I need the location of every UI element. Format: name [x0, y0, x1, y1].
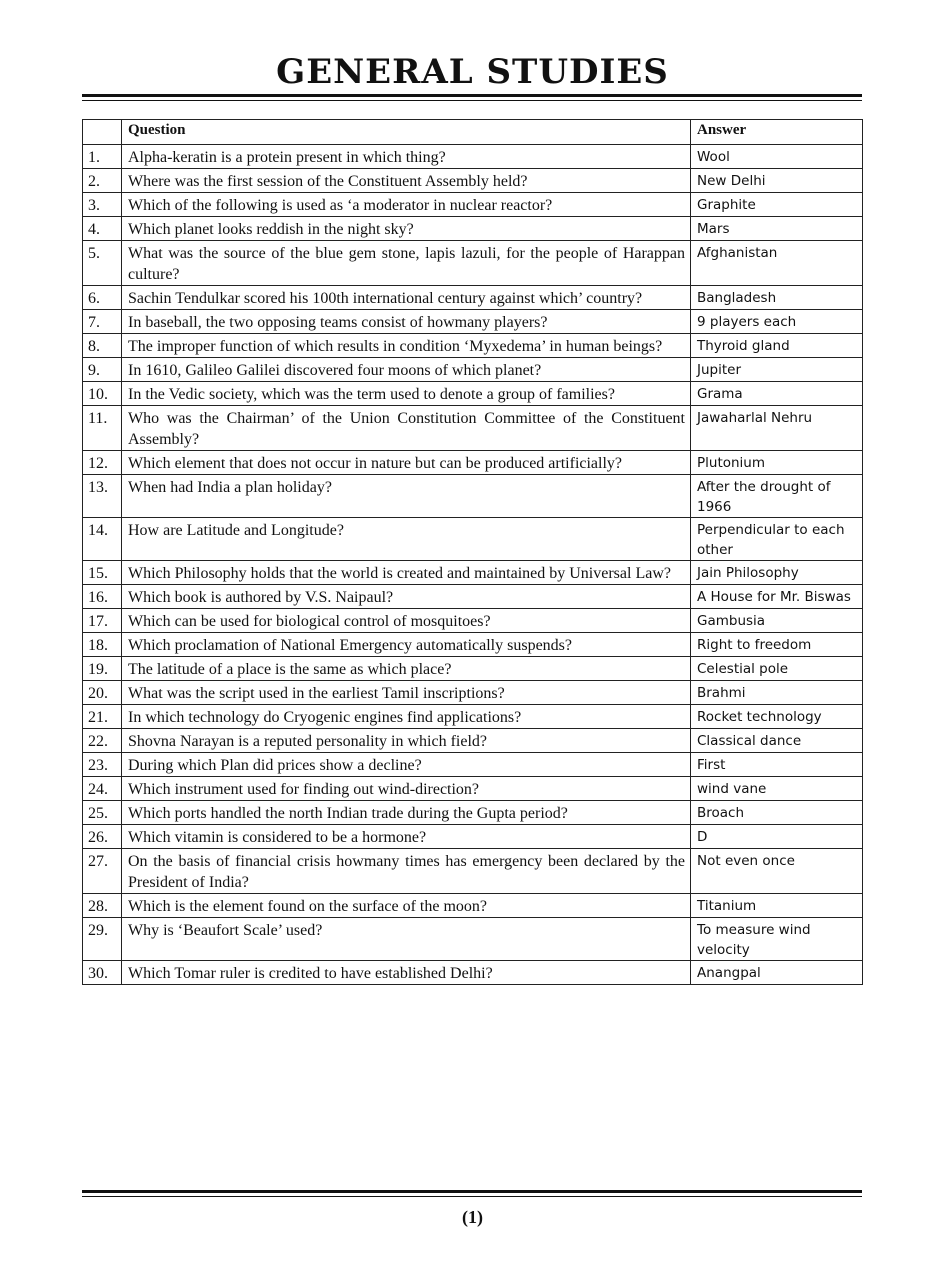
table-row	[83, 825, 863, 849]
question-cell: Which is the element found on the surface of the moon?	[122, 894, 691, 918]
table-row	[83, 406, 863, 451]
table-row	[83, 894, 863, 918]
question-cell: Which of the following is used as ‘a moderator in nuclear reactor?	[122, 193, 691, 217]
question-cell: Which planet looks reddish in the night sky?	[122, 217, 691, 241]
table-row	[83, 518, 863, 561]
table-row	[83, 729, 863, 753]
table-row	[83, 451, 863, 475]
page-title: GENERAL STUDIES	[276, 52, 669, 92]
answer-cell: Jupiter	[691, 358, 863, 382]
answer-cell: D	[691, 825, 863, 849]
header-num	[83, 120, 122, 145]
header-question: Question	[122, 120, 691, 145]
answer-cell: Gambusia	[691, 609, 863, 633]
row-number: 2.	[83, 169, 122, 193]
row-number: 17.	[83, 609, 122, 633]
answer-cell: Jain Philosophy	[691, 561, 863, 585]
answer-cell: Jawaharlal Nehru	[691, 406, 863, 451]
answer-cell: Right to freedom	[691, 633, 863, 657]
table-row	[83, 358, 863, 382]
table-row	[83, 633, 863, 657]
row-number: 22.	[83, 729, 122, 753]
question-cell: During which Plan did prices show a decline?	[122, 753, 691, 777]
answer-cell: 9 players each	[691, 310, 863, 334]
row-number: 18.	[83, 633, 122, 657]
answer-cell: New Delhi	[691, 169, 863, 193]
table-row	[83, 585, 863, 609]
table-row	[83, 217, 863, 241]
row-number: 28.	[83, 894, 122, 918]
row-number: 23.	[83, 753, 122, 777]
row-number: 1.	[83, 145, 122, 169]
header-rule-thick	[82, 94, 862, 97]
row-number: 30.	[83, 961, 122, 985]
question-cell: The improper function of which results in condition ‘Myxedema’ in human beings?	[122, 334, 691, 358]
row-number: 9.	[83, 358, 122, 382]
answer-cell: Perpendicular to each other	[691, 518, 863, 561]
table-row	[83, 849, 863, 894]
answer-cell: Mars	[691, 217, 863, 241]
question-cell: In which technology do Cryogenic engines find applications?	[122, 705, 691, 729]
answer-cell: Graphite	[691, 193, 863, 217]
row-number: 29.	[83, 918, 122, 961]
question-cell: On the basis of financial crisis howmany times has emergency been declared by the President of India?	[122, 849, 691, 894]
table-row	[83, 193, 863, 217]
answer-cell: Thyroid gland	[691, 334, 863, 358]
answer-cell: Brahmi	[691, 681, 863, 705]
table-row	[83, 609, 863, 633]
row-number: 8.	[83, 334, 122, 358]
row-number: 21.	[83, 705, 122, 729]
table-row	[83, 961, 863, 985]
table-row	[83, 475, 863, 518]
answer-cell: After the drought of 1966	[691, 475, 863, 518]
row-number: 5.	[83, 241, 122, 286]
row-number: 25.	[83, 801, 122, 825]
question-cell: Which can be used for biological control of mosquitoes?	[122, 609, 691, 633]
answer-cell: First	[691, 753, 863, 777]
question-cell: Where was the first session of the Constituent Assembly held?	[122, 169, 691, 193]
table-row	[83, 681, 863, 705]
question-cell: Alpha-keratin is a protein present in which thing?	[122, 145, 691, 169]
question-cell: What was the script used in the earliest Tamil inscriptions?	[122, 681, 691, 705]
footer-rule-thick	[82, 1190, 862, 1193]
row-number: 3.	[83, 193, 122, 217]
question-cell: Why is ‘Beaufort Scale’ used?	[122, 918, 691, 961]
row-number: 7.	[83, 310, 122, 334]
row-number: 15.	[83, 561, 122, 585]
answer-cell: Afghanistan	[691, 241, 863, 286]
row-number: 4.	[83, 217, 122, 241]
row-number: 10.	[83, 382, 122, 406]
row-number: 26.	[83, 825, 122, 849]
question-cell: Which element that does not occur in nature but can be produced artificially?	[122, 451, 691, 475]
question-cell: Shovna Narayan is a reputed personality in which field?	[122, 729, 691, 753]
question-cell: Which ports handled the north Indian trade during the Gupta period?	[122, 801, 691, 825]
row-number: 14.	[83, 518, 122, 561]
table-row	[83, 334, 863, 358]
page-number: (1)	[462, 1207, 483, 1227]
row-number: 12.	[83, 451, 122, 475]
question-cell: Which book is authored by V.S. Naipaul?	[122, 585, 691, 609]
table-row	[83, 657, 863, 681]
question-cell: In 1610, Galileo Galilei discovered four moons of which planet?	[122, 358, 691, 382]
row-number: 24.	[83, 777, 122, 801]
table-row	[83, 561, 863, 585]
answer-cell: A House for Mr. Biswas	[691, 585, 863, 609]
table-row	[83, 777, 863, 801]
table-row	[83, 801, 863, 825]
answer-cell: Titanium	[691, 894, 863, 918]
answer-cell: Grama	[691, 382, 863, 406]
row-number: 19.	[83, 657, 122, 681]
header-rule-thin	[82, 100, 862, 101]
table-row	[83, 169, 863, 193]
question-cell: When had India a plan holiday?	[122, 475, 691, 518]
row-number: 27.	[83, 849, 122, 894]
table-row	[83, 310, 863, 334]
footer-rule-thin	[82, 1196, 862, 1197]
table-row	[83, 918, 863, 961]
answer-cell: Bangladesh	[691, 286, 863, 310]
answer-cell: Rocket technology	[691, 705, 863, 729]
answer-cell: To measure wind velocity	[691, 918, 863, 961]
question-cell: How are Latitude and Longitude?	[122, 518, 691, 561]
row-number: 16.	[83, 585, 122, 609]
answer-cell: Classical dance	[691, 729, 863, 753]
answer-cell: Wool	[691, 145, 863, 169]
table-body	[83, 145, 863, 985]
row-number: 13.	[83, 475, 122, 518]
table-row	[83, 145, 863, 169]
table-row	[83, 705, 863, 729]
answer-cell: Plutonium	[691, 451, 863, 475]
row-number: 20.	[83, 681, 122, 705]
question-cell: In baseball, the two opposing teams consist of howmany players?	[122, 310, 691, 334]
answer-cell: Celestial pole	[691, 657, 863, 681]
table-header-row	[83, 120, 863, 145]
header-answer: Answer	[691, 120, 863, 145]
question-cell: What was the source of the blue gem stone, lapis lazuli, for the people of Harappan culture?	[122, 241, 691, 286]
row-number: 6.	[83, 286, 122, 310]
question-cell: Which proclamation of National Emergency automatically suspends?	[122, 633, 691, 657]
row-number: 11.	[83, 406, 122, 451]
answer-cell: Anangpal	[691, 961, 863, 985]
table-row	[83, 241, 863, 286]
answer-cell: Broach	[691, 801, 863, 825]
table-row	[83, 286, 863, 310]
question-cell: The latitude of a place is the same as which place?	[122, 657, 691, 681]
question-cell: Which Tomar ruler is credited to have established Delhi?	[122, 961, 691, 985]
question-cell: Which instrument used for finding out wind-direction?	[122, 777, 691, 801]
qa-table	[82, 119, 863, 985]
question-cell: Which Philosophy holds that the world is created and maintained by Universal Law?	[122, 561, 691, 585]
question-cell: Who was the Chairman’ of the Union Constitution Committee of the Constituent Assembly?	[122, 406, 691, 451]
answer-cell: Not even once	[691, 849, 863, 894]
question-cell: Sachin Tendulkar scored his 100th international century against which’ country?	[122, 286, 691, 310]
question-cell: Which vitamin is considered to be a hormone?	[122, 825, 691, 849]
table-row	[83, 382, 863, 406]
question-cell: In the Vedic society, which was the term used to denote a group of families?	[122, 382, 691, 406]
table-row	[83, 753, 863, 777]
answer-cell: wind vane	[691, 777, 863, 801]
